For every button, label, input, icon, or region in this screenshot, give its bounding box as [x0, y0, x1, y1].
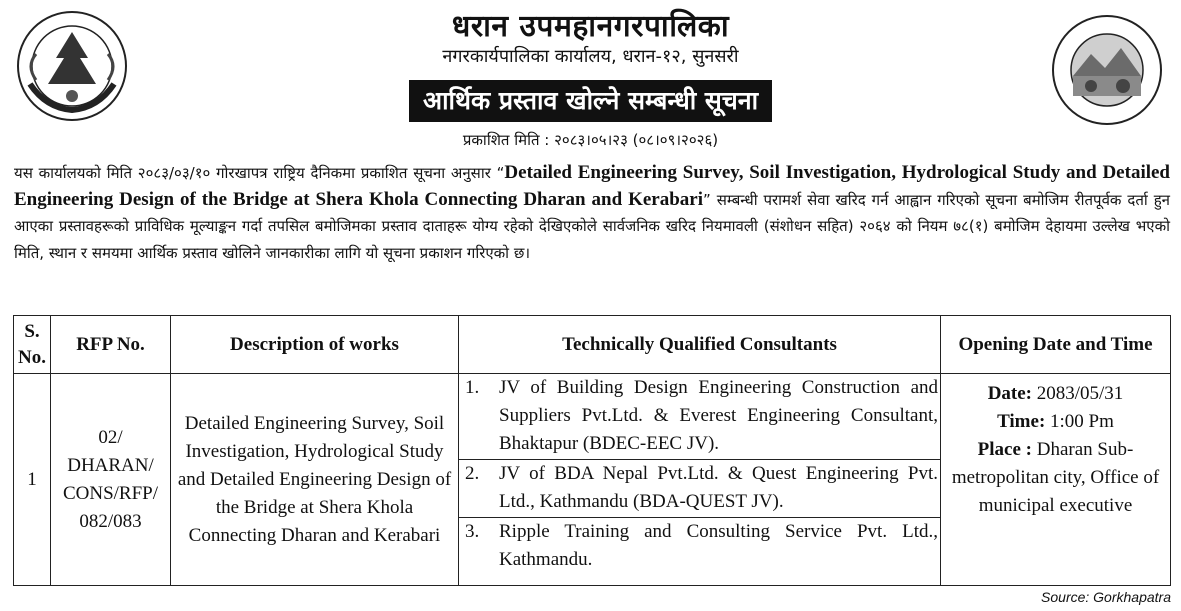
time-value: 1:00 Pm	[1045, 411, 1114, 432]
consultant-item	[459, 374, 940, 458]
published-date: प्रकाशित मिति : २०८३।०५।२३ (०८।०९।२०२६)	[462, 131, 719, 149]
place-value: Dharan Sub-metropolitan city, Office of municipal executive	[951, 439, 1160, 516]
project-title: Detailed Engineering Survey, Soil Investigation, Hydrological Study and Detailed Engineering Design of the Bridge at Shera Khola Connecting Dharan and Kerabari	[14, 162, 1170, 210]
source-credit: Source: Gorkhapatra	[1041, 589, 1171, 605]
cell-consultant-3	[459, 518, 941, 586]
header-sn: S. No.	[14, 316, 51, 374]
cell-sn: 1	[14, 374, 51, 586]
place-label: Place :	[977, 439, 1032, 460]
cell-rfp: 02/ DHARAN/ CONS/RFP/ 082/083	[51, 374, 171, 586]
cell-consultant-1	[459, 374, 941, 460]
notice-banner: आर्थिक प्रस्ताव खोल्ने सम्बन्धी सूचना	[409, 80, 772, 122]
table-row	[14, 374, 1171, 460]
table-header-row	[14, 316, 1171, 374]
consultant-number: 3.	[465, 521, 480, 542]
consultant-name: JV of Building Design Engineering Construction and Suppliers Pvt.Ltd. & Everest Engineering Consultant, Bhaktapur (BDEC-EEC JV).	[499, 377, 938, 454]
office-address: नगरकार्यपालिका कार्यालय, धरान-१२, सुनसरी	[442, 46, 739, 67]
cell-description: Detailed Engineering Survey, Soil Investigation, Hydrological Study and Detailed Engineering Design of the Bridge at Shera Khola Connecting Dharan and Kerabari	[171, 374, 459, 586]
consultant-item	[459, 460, 940, 516]
organization-name: धरान उपमहानगरपालिका	[451, 9, 730, 44]
consultants-table	[13, 315, 1171, 586]
consultant-number: 1.	[465, 377, 480, 398]
notice-intro: यस कार्यालयको मिति २०८३/०३/१० गोरखापत्र राष्ट्रिय दैनिकमा प्रकाशित सूचना अनुसार “	[14, 164, 505, 182]
opening-time	[944, 408, 1167, 436]
opening-place	[944, 436, 1167, 520]
consultant-item	[459, 518, 940, 574]
cell-consultant-2	[459, 460, 941, 518]
header-consultants: Technically Qualified Consultants	[459, 316, 941, 374]
notice-banner-wrap	[0, 80, 1181, 122]
consultant-name: Ripple Training and Consulting Service Pvt. Ltd., Kathmandu.	[499, 521, 938, 570]
notice-body: ” सम्बन्धी परामर्श सेवा खरिद गर्न आह्वान गरिएको सूचना बमोजिम रीतपूर्वक दर्ता हुन आएका प्रस्तावहरूको प्राविधिक मूल्याङ्कन गर्दा तपसिल बमोजिमका प्रस्ताव दाताहरू योग्य रहेको देखिएकोले सार्वजनिक खरिद नियमावली (संशोधन सहित) २०६४ को नियम ७८(१) बमोजिम देहायमा उल्लेख भएको मिति, स्थान र समयमा आर्थिक प्रस्ताव खोलिने जानकारीका लागि यो सूचना प्रकाशन गरिएको छ।	[14, 190, 1170, 262]
cell-opening	[941, 374, 1171, 586]
opening-date	[944, 380, 1167, 408]
time-label: Time:	[997, 411, 1046, 432]
consultant-number: 2.	[465, 463, 480, 484]
consultant-name: JV of BDA Nepal Pvt.Ltd. & Quest Engineering Pvt. Ltd., Kathmandu (BDA-QUEST JV).	[499, 463, 938, 512]
date-value: 2083/05/31	[1032, 383, 1124, 404]
header-opening: Opening Date and Time	[941, 316, 1171, 374]
notice-paragraph	[14, 160, 1170, 266]
header-description: Description of works	[171, 316, 459, 374]
date-label: Date:	[987, 383, 1032, 404]
header-rfp: RFP No.	[51, 316, 171, 374]
